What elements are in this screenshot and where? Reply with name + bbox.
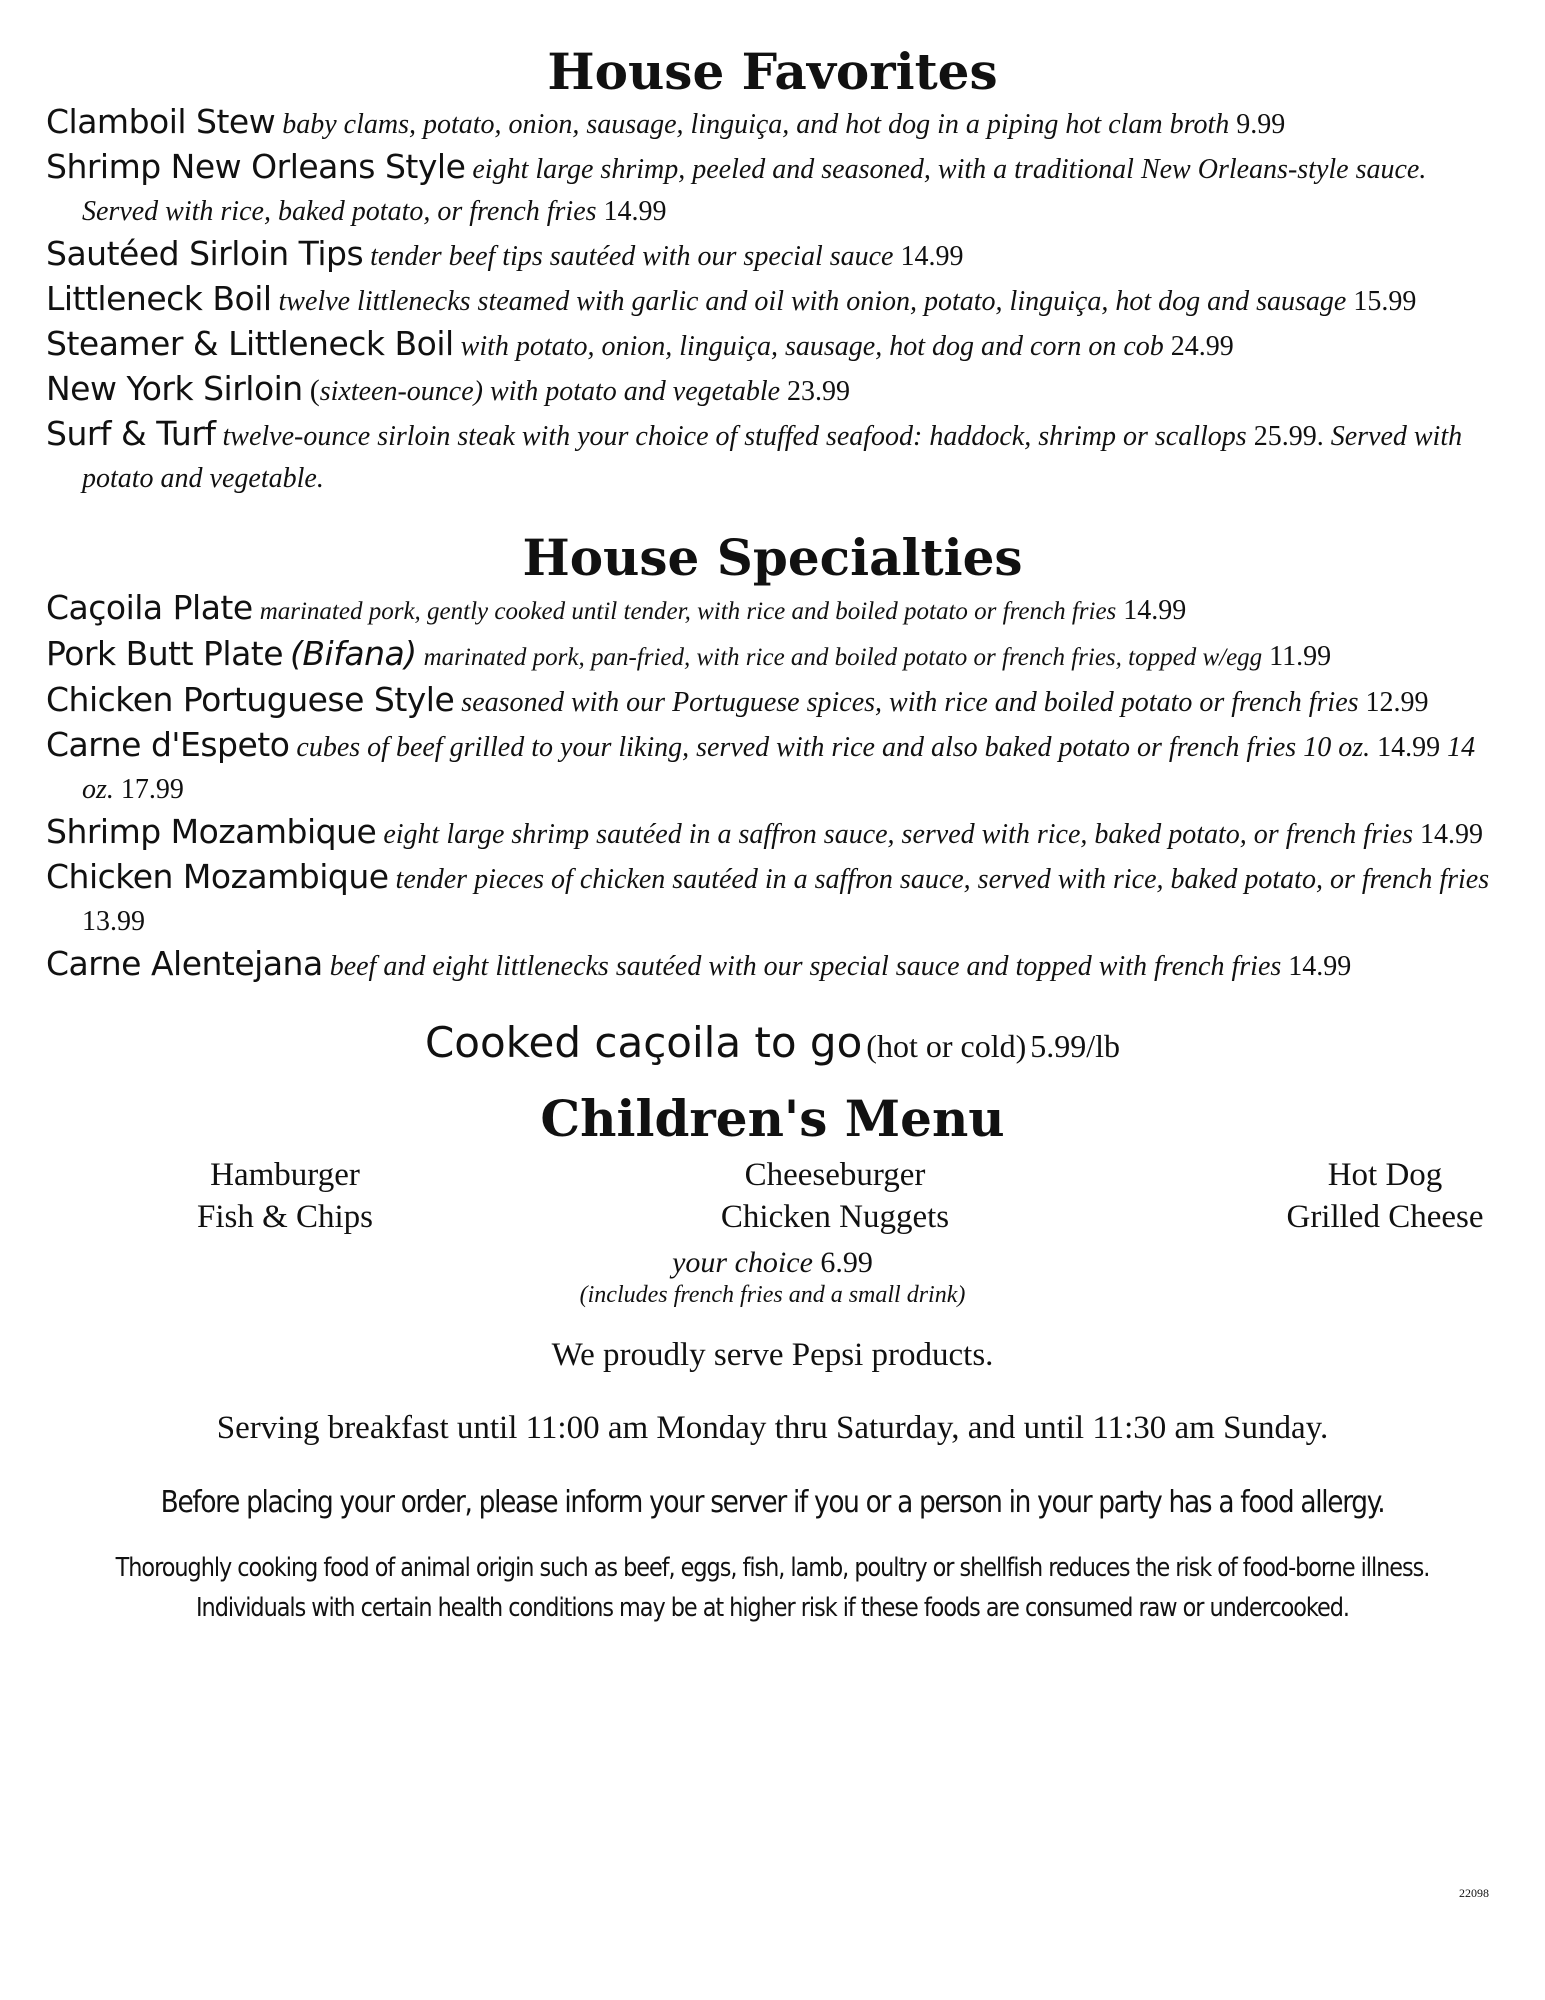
item-name: Littleneck Boil — [46, 279, 272, 318]
kids-item-hot-dog: Hot Dog — [1327, 1157, 1443, 1193]
item-description: seasoned with our Portuguese spices, with rice and boiled potato or french fries — [461, 687, 1359, 718]
warning-line-2: Individuals with certain health conditions may be at higher risk if these foods are consumed raw or undercooked. — [195, 1593, 1350, 1623]
menu-item-sauteed-sirloin-tips — [46, 233, 1506, 278]
item-description: tender pieces of chicken sautéed in a saffron sauce, served with rice, baked potato, or french fries — [395, 864, 1490, 895]
kids-choice-label: your choice — [672, 1246, 813, 1279]
childrens-menu-grid — [75, 1154, 1545, 1238]
item-price: 24.99 — [1170, 331, 1234, 362]
kids-item-fish-chips: Fish & Chips — [196, 1199, 374, 1235]
house-specialties-title: House Specialties — [522, 528, 1023, 587]
kids-column-2 — [495, 1154, 1175, 1238]
item-description: eight large shrimp sautéed in a saffron sauce, served with rice, baked potato, or french fries — [383, 819, 1413, 850]
item-note: ( — [309, 374, 320, 407]
item-price: 15.99 — [1353, 286, 1417, 317]
item-description: twelve-ounce sirloin steak with your choice of stuffed seafood: haddock, shrimp or scallops — [222, 421, 1247, 452]
item-name: Shrimp New Orleans Style — [46, 147, 466, 186]
menu-item-surf-turf — [46, 413, 1506, 500]
kids-item-cheeseburger: Cheeseburger — [744, 1157, 926, 1193]
warning-line-1: Thoroughly cooking food of animal origin such as beef, eggs, fish, lamb, poultry or shellfish reduces the risk of food-borne illness. — [115, 1553, 1430, 1583]
item-extra: 14 oz. — [82, 732, 1476, 805]
pepsi-notice: We proudly serve Pepsi products. — [551, 1337, 994, 1373]
menu-item-chicken-portuguese — [46, 679, 1506, 724]
menu-item-new-york-sirloin — [46, 368, 1506, 413]
item-description: with potato, onion, linguiça, sausage, hot dog and corn on cob — [460, 331, 1164, 362]
item-name: Clamboil Stew — [46, 102, 276, 141]
item-name: Chicken Mozambique — [46, 857, 389, 896]
kids-column-3 — [1175, 1154, 1545, 1238]
togo-note: (hot or cold) — [866, 1028, 1027, 1064]
kids-choice-price: 6.99 — [820, 1246, 873, 1279]
kids-column-1 — [75, 1154, 495, 1238]
house-favorites-title: House Favorites — [547, 42, 998, 101]
item-extra: Served with potato and vegetable. — [82, 421, 1463, 494]
menu-item-cacoila-plate — [46, 587, 1506, 633]
item-name: Surf & Turf — [46, 414, 216, 453]
item-price: 14.99 — [1288, 951, 1352, 982]
cacoila-to-go — [0, 1018, 1545, 1067]
menu-item-chicken-mozambique — [46, 856, 1506, 943]
menu-item-steamer-littleneck-boil — [46, 323, 1506, 368]
document-code: 22098 — [1459, 1886, 1489, 1900]
item-price: 25.99. — [1253, 421, 1324, 452]
item-price: 14.99 — [1419, 819, 1483, 850]
kids-item-hamburger: Hamburger — [210, 1157, 360, 1193]
item-description: sixteen-ounce) with potato and vegetable — [319, 376, 781, 407]
item-price: 9.99 — [1236, 109, 1286, 140]
house-specialties-list — [46, 587, 1506, 988]
item-price: 14.99 — [1377, 732, 1441, 763]
item-description: marinated pork, gently cooked until tender, with rice and boiled potato or french fries — [259, 598, 1117, 625]
item-price: 14.99 — [1123, 595, 1187, 626]
item-name: New York Sirloin — [46, 369, 303, 408]
item-description: marinated pork, pan-fried, with rice and boiled potato or french fries, topped w/egg — [423, 644, 1263, 671]
breakfast-hours: Serving breakfast until 11:00 am Monday thru Saturday, and until 11:30 am Sunday. — [216, 1410, 1329, 1446]
item-note: (Bifana) — [290, 634, 417, 673]
menu-item-shrimp-new-orleans — [46, 146, 1506, 233]
item-name: Carne d'Espeto — [46, 725, 290, 764]
food-safety-warning — [108, 1548, 1437, 1628]
togo-label: Cooked caçoila to go — [424, 1018, 863, 1067]
allergy-notice: Before placing your order, please inform your server if you or a person in your party has a food allergy. — [160, 1485, 1385, 1520]
item-description: cubes of beef grilled to your liking, served with rice and also baked potato or french fries 10 oz. — [296, 732, 1371, 763]
item-name: Caçoila Plate — [46, 588, 253, 627]
house-favorites-list — [46, 101, 1506, 500]
childrens-menu-title: Children's Menu — [540, 1089, 1005, 1148]
item-description: twelve littlenecks steamed with garlic and oil with onion, potato, linguiça, hot dog and sausage — [278, 286, 1347, 317]
item-price: 23.99 — [787, 376, 851, 407]
item-description: tender beef tips sautéed with our special sauce — [370, 241, 894, 272]
item-description: baby clams, potato, onion, sausage, linguiça, and hot dog in a piping hot clam broth — [282, 109, 1230, 140]
menu-item-clamboil-stew — [46, 101, 1506, 146]
item-price: 11.99 — [1269, 641, 1332, 672]
item-name: Carne Alentejana — [46, 944, 323, 983]
item-description: eight large shrimp, peeled and seasoned, with a traditional New Orleans-style sauce. Served with rice, baked potato, or french fries — [82, 154, 1427, 227]
kids-item-grilled-cheese: Grilled Cheese — [1286, 1199, 1484, 1235]
menu-item-shrimp-mozambique — [46, 811, 1506, 856]
item-name: Shrimp Mozambique — [46, 812, 377, 851]
item-price: 13.99 — [82, 906, 145, 937]
kids-choice-line — [0, 1246, 1545, 1280]
item-price-2: 17.99 — [120, 774, 184, 805]
menu-item-carne-d-espeto — [46, 724, 1506, 811]
item-price: 14.99 — [603, 196, 667, 227]
togo-price: 5.99/lb — [1030, 1028, 1121, 1064]
menu-item-pork-butt-plate — [46, 633, 1506, 679]
item-description: beef and eight littlenecks sautéed with our special sauce and topped with french fries — [329, 951, 1282, 982]
kids-includes-note: (includes french fries and a small drink) — [579, 1282, 966, 1308]
menu-item-carne-alentejana — [46, 943, 1506, 988]
menu-item-littleneck-boil — [46, 278, 1506, 323]
kids-item-chicken-nuggets: Chicken Nuggets — [720, 1199, 950, 1235]
item-name: Steamer & Littleneck Boil — [46, 324, 454, 363]
item-name: Chicken Portuguese Style — [46, 680, 455, 719]
item-price: 14.99 — [900, 241, 964, 272]
item-name: Pork Butt Plate — [46, 634, 284, 673]
item-name: Sautéed Sirloin Tips — [46, 234, 364, 273]
item-price: 12.99 — [1365, 687, 1429, 718]
